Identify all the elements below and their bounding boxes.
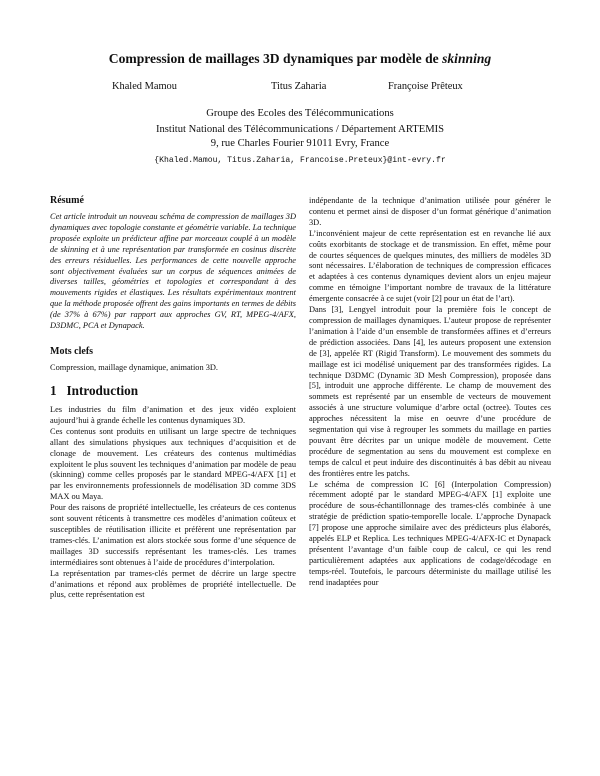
section-number: 1 [50, 383, 57, 398]
right-column-body [309, 196, 551, 589]
abstract-text: Cet article introduit un nouveau schéma de compression de maillages 3D dynamiques avec topologie constante et géométrie variable. La technique proposée exploite un prédicteur affine par morceaux couplé à un modèle de skinning et à une représentation par transformée en cosinus discrète des erreurs résiduelles. Les performances de cette nouvelle approche sont objectivement évaluées sur un corpus de séquences animées de diverses tailles, géométries et topologies et correspondant à des mouvements rigides et élastiques. Les résultats expérimentaux montrent que la méthode proposée offrent des gains importants en termes de débits (de 37% à 67%) par rapport aux approches GV, RT, MPEG-4/AFX, D3DMC, PCA et Dynapack. [50, 212, 296, 331]
author-emails: {Khaled.Mamou, Titus.Zaharia, Francoise.Preteux}@int-evry.fr [154, 156, 446, 165]
intro-paragraph-2: Ces contenus sont produits en utilisant un large spectre de techniques allant des simulations physiques aux techniques d’acquisition et de clonage de mouvement. Les créateurs des contenus multimédias exploitent le plus souvent les techniques d’animation par modèle de peau (skinning) comme celles proposés par le standard MPEG-4/AFX [1] et par les environnements professionnels de modélisation 3D comme 3DS MAX ou Maya. [50, 426, 296, 502]
right-paragraph-2: L’inconvénient majeur de cette représentation est en revanche lié aux coûts exorbitants de stockage et de transmission. En effet, même pour de courtes séquences de quelques minutes, des milliers de modèles 3D sont nécessaires. L’élaboration de techniques de compression efficaces et adaptées à ces contenus dynamiques devient alors un enjeu majeur comme en témoigne l’important nombre de travaux de la littérature émergente consacrée à ce sujet (voir [2] pour un état de l’art). [309, 228, 551, 304]
intro-paragraph-4: La représentation par trames-clés permet de décrire un large spectre d’animations et répond aux problèmes de propriété intellectuelle. De plus, cette représentation est [50, 568, 296, 600]
affiliation-line-1: Groupe des Ecoles des Télécommunications [206, 108, 394, 119]
section-heading-introduction [50, 383, 138, 399]
abstract-heading: Résumé [50, 195, 84, 206]
intro-body [50, 405, 296, 601]
author-3: Françoise Prêteux [388, 81, 463, 92]
affiliation-line-2: Institut National des Télécommunications / Département ARTEMIS [155, 124, 445, 135]
paper-title: Compression de maillages 3D dynamiques par modèle de skinning [108, 51, 492, 66]
author-1: Khaled Mamou [112, 81, 177, 92]
title-italic: skinning [442, 51, 492, 66]
keywords-heading: Mots clefs [50, 346, 94, 357]
right-paragraph-4: Le schéma de compression IC [6] (Interpolation Compression) récemment adopté par le standard MPEG-4/AFX [1] exploite une procédure de sous-échantillonnage des trames-clés combinée à une stratégie de prédiction spatio-temporelle locale. L’approche Dynapack [7] propose une approche similaire avec des prédicteurs plus élaborés, appelés ELP et Replica. Les techniques MPEG-4/AFX-IC et Dynapack présentent l’avantage d’un faible coup de calcul, ce qui les rend particulièrement adaptées aux applications de codage/décodage en temps-réel. Toutefois, le parcours déterministe du maillage utilisé les rend inadaptées pour [309, 479, 551, 587]
right-paragraph-3: Dans [3], Lengyel introduit pour la première fois le concept de compression de maillages dynamiques. L’auteur propose de représenter l’animation à l’aide d’un ensemble de transformées affines et d’erreurs de prédiction associées. Dans [4], les auteurs proposent une extension de [3], appelée RT (Rigid Transform). Le mouvement des sommets du maillage est ici modélisé uniquement par des transformées rigides. La technique D3DMC (Dynamic 3D Mesh Compression), proposée dans [5], introduit une approche différente. Le champ de mouvement des sommets est représenté par un ensemble de vecteurs de mouvement associés à une structure volumique d’arbre octal (octree). Toutes ces approches nécessitent la mise en oeuvre d’une procédure de segmentation qui vise à regrouper les sommets du maillage en parties pouvant être décrites par un unique modèle de mouvement. Cette procédure de segmentation au sens du mouvement est complexe en temps de calcul et peut induire des discontinuités à bas débit au niveau des frontières entre les patchs. [309, 305, 551, 478]
author-2: Titus Zaharia [271, 81, 327, 92]
affiliation-line-3: 9, rue Charles Fourier 91011 Evry, France [210, 138, 390, 149]
section-title: Introduction [66, 383, 139, 398]
intro-paragraph-3: Pour des raisons de propriété intellectuelle, les créateurs de ces contenus sont souvent réticents à transmettre ces modèles d’animation coûteux et susceptibles de réutilisation illicite et préfèrent une représentation par trames-clés. L’animation est alors stockée sous forme d’une séquence de maillages 3D successifs représentant les trames-clés. Les trames intermédiaires sont obtenues à l’aide de procédures d’interpolation. [50, 503, 296, 567]
keywords-text: Compression, maillage dynamique, animation 3D. [50, 363, 219, 372]
intro-paragraph-1: Les industries du film d’animation et des jeux vidéo exploient aujourd’hui à grande échelle les contenus dynamiques 3D. [50, 405, 296, 425]
right-paragraph-1: indépendante de la technique d’animation utilisée pour générer le contenu et permet ainsi de disposer d’un format générique d’animation 3D. [309, 196, 551, 227]
